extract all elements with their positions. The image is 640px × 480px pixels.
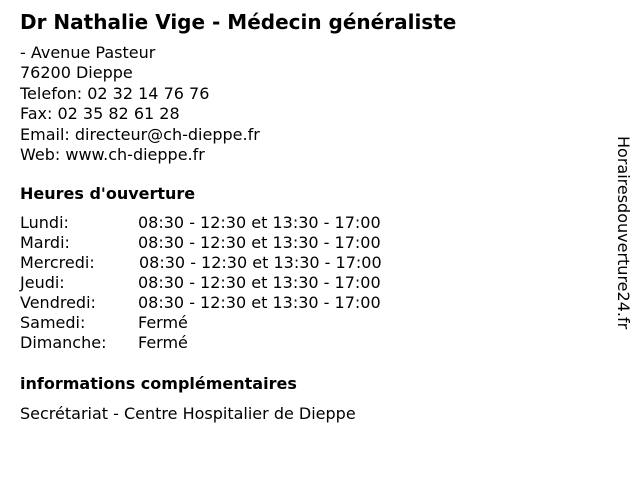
hours-value: Fermé xyxy=(138,313,188,332)
hours-value: Fermé xyxy=(138,333,188,352)
email-line: Email: directeur@ch-dieppe.fr xyxy=(20,124,260,144)
day-label: Vendredi: xyxy=(20,293,96,312)
site-watermark xyxy=(613,136,633,342)
hours-value: 08:30 - 12:30 et 13:30 - 17:00 xyxy=(138,293,381,312)
hours-value: 08:30 - 12:30 et 13:30 - 17:00 xyxy=(138,213,381,232)
page-title: Dr Nathalie Vige - Médecin généraliste xyxy=(20,10,457,34)
hours-value: 08:30 - 12:30 et 13:30 - 17:00 xyxy=(138,233,381,252)
day-label: Lundi: xyxy=(20,213,69,232)
web-line: Web: www.ch-dieppe.fr xyxy=(20,145,205,165)
day-label: Mercredi: xyxy=(20,253,95,272)
info-heading: informations complémentaires xyxy=(20,374,297,393)
phone-line: Telefon: 02 32 14 76 76 xyxy=(20,83,210,103)
day-label: Mardi: xyxy=(20,233,70,252)
watermark-text: Horairesdouverture24.fr xyxy=(614,136,633,330)
hours-value: 08:30 - 12:30 et 13:30 - 17:00 xyxy=(138,273,381,292)
hours-value: 08:30 - 12:30 et 13:30 - 17:00 xyxy=(139,253,382,272)
address-city: 76200 Dieppe xyxy=(20,63,133,83)
fax-line: Fax: 02 35 82 61 28 xyxy=(20,104,180,124)
info-text: Secrétariat - Centre Hospitalier de Dieppe xyxy=(20,404,356,423)
address-street: - Avenue Pasteur xyxy=(20,43,156,62)
hours-heading: Heures d'ouverture xyxy=(20,184,196,203)
day-label: Dimanche: xyxy=(20,333,107,352)
day-label: Jeudi: xyxy=(20,273,65,292)
contact-block xyxy=(20,43,260,165)
day-label: Samedi: xyxy=(20,313,86,332)
